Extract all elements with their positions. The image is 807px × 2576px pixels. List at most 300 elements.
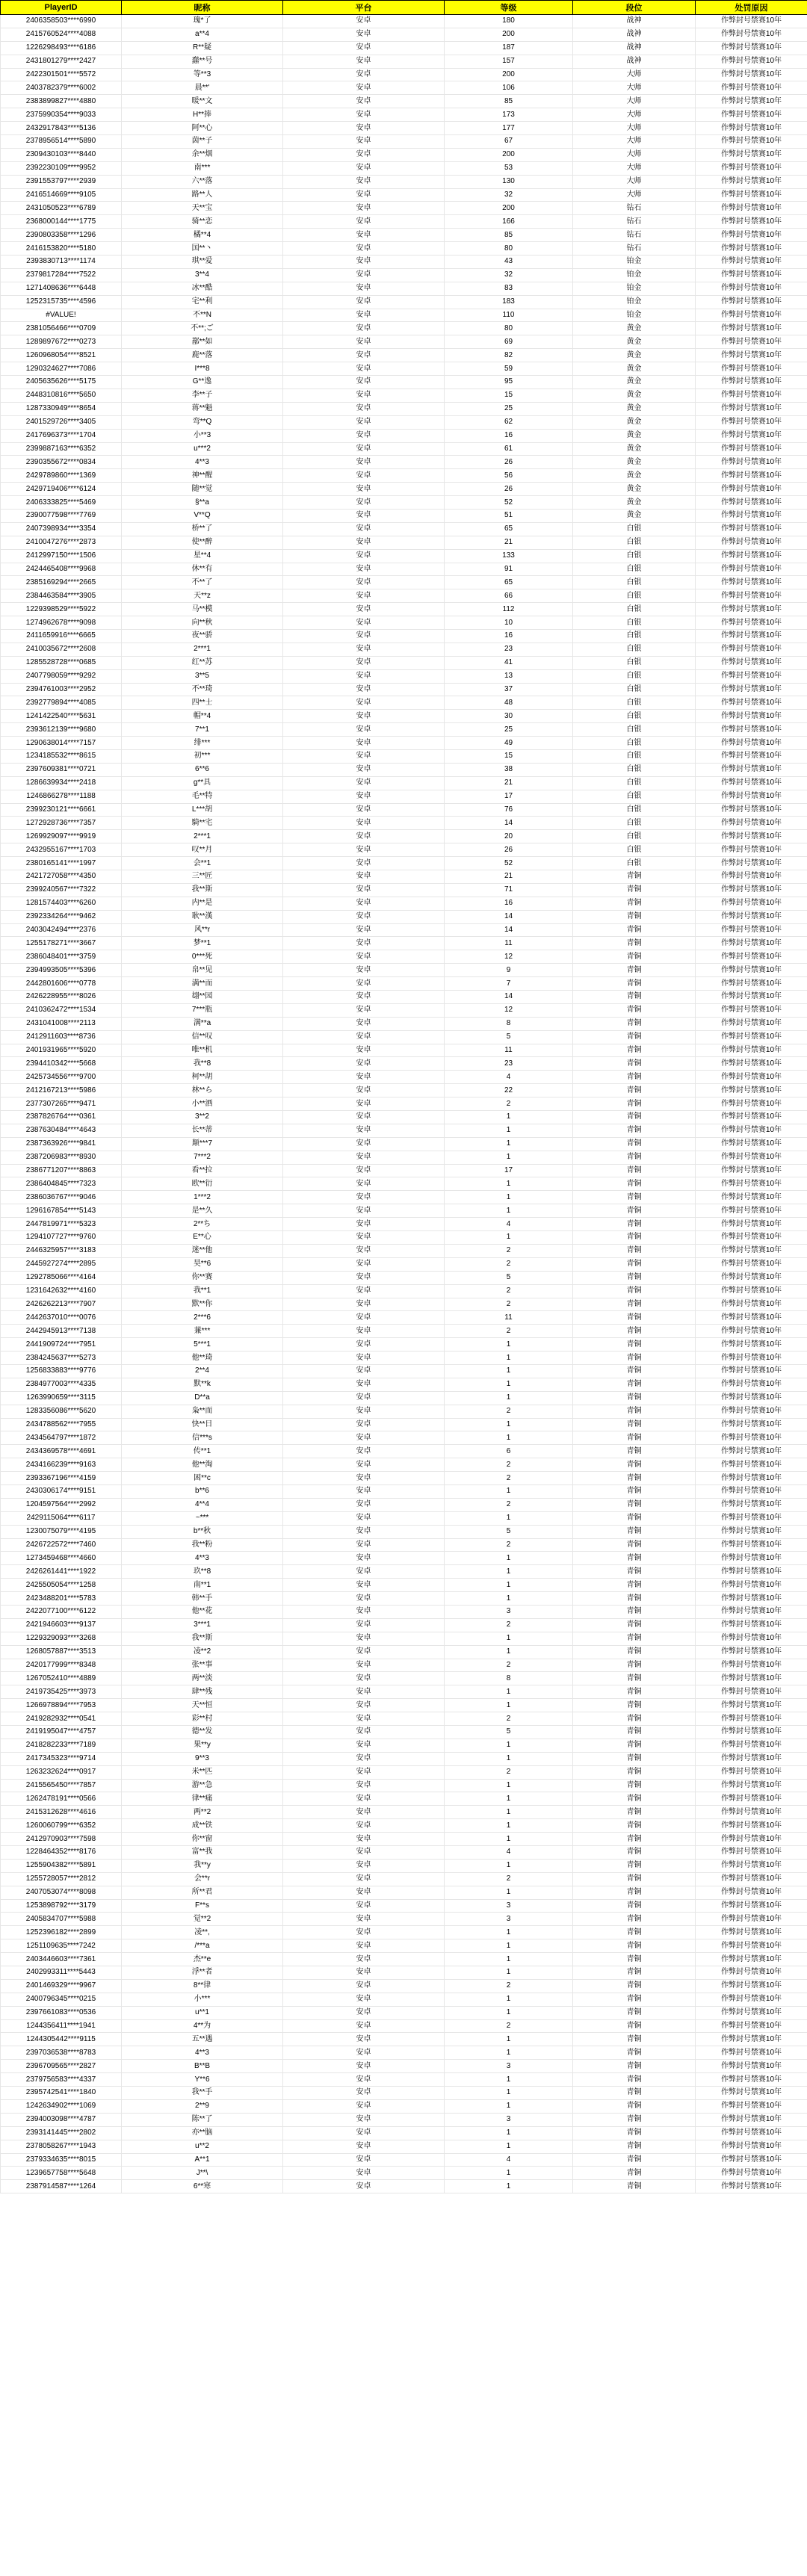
cell-level[interactable]: 1 <box>445 1632 573 1645</box>
cell-player-id[interactable]: 1274962678****9098 <box>1 616 122 630</box>
cell-penalty-reason[interactable]: 作弊封号禁赛10年 <box>696 1779 807 1792</box>
cell-level[interactable]: 12 <box>445 950 573 964</box>
cell-nickname[interactable]: 我**手 <box>122 2087 283 2100</box>
cell-penalty-reason[interactable]: 作弊封号禁赛10年 <box>696 1765 807 1779</box>
cell-level[interactable]: 1 <box>445 1806 573 1819</box>
cell-level[interactable]: 177 <box>445 122 573 135</box>
cell-nickname[interactable]: 帽**4 <box>122 710 283 723</box>
cell-nickname[interactable]: 默**k <box>122 1378 283 1391</box>
cell-level[interactable]: 6 <box>445 1445 573 1458</box>
cell-nickname[interactable]: 等**3 <box>122 68 283 81</box>
cell-player-id[interactable]: 1255728057****2812 <box>1 1872 122 1886</box>
cell-rank[interactable]: 青铜 <box>573 1111 696 1124</box>
cell-level[interactable]: 37 <box>445 683 573 696</box>
cell-platform[interactable]: 安卓 <box>283 977 445 991</box>
cell-rank[interactable]: 黄金 <box>573 442 696 456</box>
cell-rank[interactable]: 青铜 <box>573 1979 696 1993</box>
cell-nickname[interactable]: 2***6 <box>122 1311 283 1325</box>
cell-level[interactable]: 200 <box>445 28 573 41</box>
cell-penalty-reason[interactable]: 作弊封号禁赛10年 <box>696 2087 807 2100</box>
cell-rank[interactable]: 青铜 <box>573 1926 696 1939</box>
cell-nickname[interactable]: 迷**他 <box>122 1244 283 1257</box>
cell-nickname[interactable]: 浮**者 <box>122 1966 283 1980</box>
cell-player-id[interactable]: 1296167854****5143 <box>1 1204 122 1218</box>
cell-level[interactable]: 82 <box>445 349 573 362</box>
cell-level[interactable]: 15 <box>445 388 573 402</box>
cell-penalty-reason[interactable]: 作弊封号禁赛10年 <box>696 1672 807 1685</box>
cell-platform[interactable]: 安卓 <box>283 1966 445 1980</box>
cell-player-id[interactable]: 2422077100****6122 <box>1 1605 122 1618</box>
cell-platform[interactable]: 安卓 <box>283 229 445 242</box>
cell-rank[interactable]: 青铜 <box>573 1846 696 1860</box>
cell-penalty-reason[interactable]: 作弊封号禁赛10年 <box>696 1003 807 1017</box>
cell-level[interactable]: 1 <box>445 2167 573 2180</box>
cell-level[interactable]: 200 <box>445 68 573 81</box>
cell-rank[interactable]: 青铜 <box>573 1498 696 1511</box>
cell-level[interactable]: 61 <box>445 442 573 456</box>
cell-platform[interactable]: 安卓 <box>283 282 445 295</box>
cell-level[interactable]: 22 <box>445 1084 573 1097</box>
cell-rank[interactable]: 白银 <box>573 656 696 669</box>
cell-platform[interactable]: 安卓 <box>283 161 445 175</box>
cell-rank[interactable]: 青铜 <box>573 1298 696 1311</box>
cell-nickname[interactable]: u***2 <box>122 442 283 456</box>
cell-player-id[interactable]: 2432955167****1703 <box>1 843 122 857</box>
cell-platform[interactable]: 安卓 <box>283 349 445 362</box>
cell-player-id[interactable]: 1289897672****0273 <box>1 335 122 349</box>
cell-rank[interactable]: 青铜 <box>573 1057 696 1071</box>
cell-nickname[interactable]: 不**了 <box>122 576 283 589</box>
cell-nickname[interactable]: §**a <box>122 496 283 510</box>
cell-player-id[interactable]: 1262478191****0566 <box>1 1792 122 1806</box>
cell-nickname[interactable]: 传**1 <box>122 1445 283 1458</box>
cell-nickname[interactable]: 会**1 <box>122 857 283 870</box>
cell-penalty-reason[interactable]: 作弊封号禁赛10年 <box>696 402 807 415</box>
cell-nickname[interactable]: 默**你 <box>122 1298 283 1311</box>
cell-platform[interactable]: 安卓 <box>283 1191 445 1204</box>
cell-player-id[interactable]: 2395742541****1840 <box>1 2087 122 2100</box>
cell-nickname[interactable]: L***胡 <box>122 803 283 817</box>
cell-level[interactable]: 16 <box>445 629 573 643</box>
cell-nickname[interactable]: 4**3 <box>122 2046 283 2060</box>
cell-nickname[interactable]: 风**r <box>122 923 283 937</box>
cell-nickname[interactable]: 你**赛 <box>122 1271 283 1284</box>
cell-penalty-reason[interactable]: 作弊封号禁赛10年 <box>696 1752 807 1765</box>
cell-player-id[interactable]: 2406333825****5469 <box>1 496 122 510</box>
cell-player-id[interactable]: 2429115064****6117 <box>1 1511 122 1525</box>
cell-player-id[interactable]: 2378058267****1943 <box>1 2140 122 2153</box>
cell-platform[interactable]: 安卓 <box>283 2167 445 2180</box>
cell-level[interactable]: 14 <box>445 910 573 923</box>
cell-rank[interactable]: 青铜 <box>573 1271 696 1284</box>
cell-nickname[interactable]: 5***1 <box>122 1338 283 1352</box>
cell-level[interactable]: 3 <box>445 2113 573 2126</box>
cell-level[interactable]: 1 <box>445 1151 573 1164</box>
cell-penalty-reason[interactable]: 作弊封号禁赛10年 <box>696 870 807 884</box>
header-penalty-reason[interactable]: 处罚原因 <box>696 1 807 15</box>
cell-platform[interactable]: 安卓 <box>283 1779 445 1792</box>
cell-player-id[interactable]: 1239657758****5648 <box>1 2167 122 2180</box>
cell-rank[interactable]: 黄金 <box>573 429 696 442</box>
cell-rank[interactable]: 黄金 <box>573 496 696 510</box>
cell-level[interactable]: 16 <box>445 429 573 442</box>
cell-player-id[interactable]: 1256833883****9776 <box>1 1364 122 1378</box>
cell-rank[interactable]: 黄金 <box>573 376 696 389</box>
cell-penalty-reason[interactable]: 作弊封号禁赛10年 <box>696 843 807 857</box>
cell-level[interactable]: 21 <box>445 776 573 790</box>
cell-nickname[interactable]: 4**4 <box>122 1498 283 1511</box>
cell-platform[interactable]: 安卓 <box>283 1003 445 1017</box>
cell-rank[interactable]: 白银 <box>573 737 696 750</box>
cell-player-id[interactable]: 2422301501****5572 <box>1 68 122 81</box>
cell-platform[interactable]: 安卓 <box>283 763 445 776</box>
cell-nickname[interactable]: 0***死 <box>122 950 283 964</box>
cell-penalty-reason[interactable]: 作弊封号禁赛10年 <box>696 1137 807 1151</box>
cell-nickname[interactable]: 国**丶 <box>122 242 283 256</box>
cell-level[interactable]: 106 <box>445 81 573 95</box>
cell-player-id[interactable]: 1229398529****5922 <box>1 603 122 616</box>
cell-level[interactable]: 26 <box>445 456 573 469</box>
cell-platform[interactable]: 安卓 <box>283 1993 445 2006</box>
cell-level[interactable]: 2 <box>445 1979 573 1993</box>
cell-player-id[interactable]: 1267052410****4889 <box>1 1672 122 1685</box>
cell-platform[interactable]: 安卓 <box>283 1111 445 1124</box>
cell-level[interactable]: 14 <box>445 817 573 830</box>
cell-rank[interactable]: 青铜 <box>573 1511 696 1525</box>
cell-level[interactable]: 130 <box>445 175 573 188</box>
cell-nickname[interactable]: 暖**文 <box>122 95 283 108</box>
cell-nickname[interactable]: 彩**村 <box>122 1712 283 1726</box>
cell-player-id[interactable]: 2384463584****3905 <box>1 589 122 603</box>
cell-penalty-reason[interactable]: 作弊封号禁赛10年 <box>696 1511 807 1525</box>
cell-rank[interactable]: 青铜 <box>573 1579 696 1592</box>
cell-penalty-reason[interactable]: 作弊封号禁赛10年 <box>696 349 807 362</box>
cell-player-id[interactable]: 2445927274****2895 <box>1 1257 122 1271</box>
cell-platform[interactable]: 安卓 <box>283 857 445 870</box>
cell-penalty-reason[interactable]: 作弊封号禁赛10年 <box>696 897 807 910</box>
cell-level[interactable]: 1 <box>445 1739 573 1752</box>
cell-rank[interactable]: 黄金 <box>573 402 696 415</box>
cell-nickname[interactable]: 亦**脑 <box>122 2126 283 2140</box>
cell-level[interactable]: 2 <box>445 1765 573 1779</box>
cell-nickname[interactable]: 凌**, <box>122 1926 283 1939</box>
cell-penalty-reason[interactable]: 作弊封号禁赛10年 <box>696 1124 807 1137</box>
cell-nickname[interactable]: 冰**酷 <box>122 282 283 295</box>
cell-rank[interactable]: 青铜 <box>573 1859 696 1872</box>
cell-platform[interactable]: 安卓 <box>283 28 445 41</box>
cell-player-id[interactable]: 1244305442****9115 <box>1 2033 122 2046</box>
cell-platform[interactable]: 安卓 <box>283 1231 445 1245</box>
cell-platform[interactable]: 安卓 <box>283 268 445 282</box>
cell-player-id[interactable]: 2392334264****9462 <box>1 910 122 923</box>
cell-level[interactable]: 2 <box>445 1244 573 1257</box>
cell-level[interactable]: 32 <box>445 268 573 282</box>
cell-player-id[interactable]: 2397036538****8783 <box>1 2046 122 2060</box>
cell-platform[interactable]: 安卓 <box>283 1685 445 1699</box>
cell-penalty-reason[interactable]: 作弊封号禁赛10年 <box>696 991 807 1004</box>
cell-level[interactable]: 2 <box>445 1257 573 1271</box>
cell-platform[interactable]: 安卓 <box>283 1218 445 1231</box>
cell-penalty-reason[interactable]: 作弊封号禁赛10年 <box>696 1352 807 1365</box>
cell-nickname[interactable]: 7**1 <box>122 723 283 737</box>
cell-platform[interactable]: 安卓 <box>283 1338 445 1352</box>
cell-rank[interactable]: 白银 <box>573 536 696 549</box>
cell-level[interactable]: 2 <box>445 1298 573 1311</box>
cell-level[interactable]: 52 <box>445 857 573 870</box>
cell-level[interactable]: 1 <box>445 1993 573 2006</box>
cell-penalty-reason[interactable]: 作弊封号禁赛10年 <box>696 1699 807 1712</box>
cell-level[interactable]: 15 <box>445 749 573 763</box>
cell-player-id[interactable]: 2415312628****4616 <box>1 1806 122 1819</box>
cell-nickname[interactable]: 耿**漢 <box>122 910 283 923</box>
cell-platform[interactable]: 安卓 <box>283 2006 445 2019</box>
cell-rank[interactable]: 青铜 <box>573 950 696 964</box>
cell-level[interactable]: 59 <box>445 362 573 376</box>
cell-player-id[interactable]: 1286639934****2418 <box>1 776 122 790</box>
cell-rank[interactable]: 白银 <box>573 576 696 589</box>
cell-penalty-reason[interactable]: 作弊封号禁赛10年 <box>696 710 807 723</box>
cell-nickname[interactable]: 余**烟 <box>122 148 283 161</box>
cell-rank[interactable]: 白银 <box>573 696 696 710</box>
cell-platform[interactable]: 安卓 <box>283 1899 445 1913</box>
cell-rank[interactable]: 白银 <box>573 763 696 776</box>
cell-player-id[interactable]: 2393830713****1174 <box>1 256 122 269</box>
cell-penalty-reason[interactable]: 作弊封号禁赛10年 <box>696 1097 807 1111</box>
cell-level[interactable]: 1 <box>445 1378 573 1391</box>
cell-rank[interactable]: 白银 <box>573 749 696 763</box>
cell-platform[interactable]: 安卓 <box>283 55 445 68</box>
cell-nickname[interactable]: 叹**月 <box>122 843 283 857</box>
cell-rank[interactable]: 青铜 <box>573 870 696 884</box>
cell-platform[interactable]: 安卓 <box>283 1926 445 1939</box>
cell-platform[interactable]: 安卓 <box>283 2060 445 2073</box>
cell-rank[interactable]: 战神 <box>573 15 696 28</box>
cell-penalty-reason[interactable]: 作弊封号禁赛10年 <box>696 95 807 108</box>
cell-player-id[interactable]: 1263232624****0917 <box>1 1765 122 1779</box>
cell-player-id[interactable]: 1252396182****2899 <box>1 1926 122 1939</box>
cell-platform[interactable]: 安卓 <box>283 1017 445 1030</box>
cell-platform[interactable]: 安卓 <box>283 41 445 55</box>
cell-level[interactable]: 5 <box>445 1271 573 1284</box>
cell-player-id[interactable]: 2397661083****0536 <box>1 2006 122 2019</box>
cell-nickname[interactable]: 张**事 <box>122 1659 283 1672</box>
cell-platform[interactable]: 安卓 <box>283 496 445 510</box>
cell-penalty-reason[interactable]: 作弊封号禁赛10年 <box>696 309 807 322</box>
cell-player-id[interactable]: 2432917843****5136 <box>1 122 122 135</box>
cell-level[interactable]: 2 <box>445 1284 573 1298</box>
cell-platform[interactable]: 安卓 <box>283 1953 445 1966</box>
cell-player-id[interactable]: 2420177999****8348 <box>1 1659 122 1672</box>
cell-penalty-reason[interactable]: 作弊封号禁赛10年 <box>696 1565 807 1579</box>
cell-rank[interactable]: 青铜 <box>573 1311 696 1325</box>
cell-player-id[interactable]: 1294107727****9760 <box>1 1231 122 1245</box>
cell-level[interactable]: 16 <box>445 897 573 910</box>
cell-rank[interactable]: 白银 <box>573 616 696 630</box>
cell-rank[interactable]: 大师 <box>573 108 696 122</box>
cell-rank[interactable]: 青铜 <box>573 1993 696 2006</box>
cell-platform[interactable]: 安卓 <box>283 415 445 429</box>
cell-platform[interactable]: 安卓 <box>283 549 445 563</box>
cell-level[interactable]: 1 <box>445 1231 573 1245</box>
cell-nickname[interactable]: 休**有 <box>122 563 283 576</box>
cell-nickname[interactable]: 鄯**如 <box>122 335 283 349</box>
cell-penalty-reason[interactable]: 作弊封号禁赛10年 <box>696 1484 807 1498</box>
cell-nickname[interactable]: 颠***7 <box>122 1137 283 1151</box>
cell-nickname[interactable]: 蒹*** <box>122 1325 283 1338</box>
cell-player-id[interactable]: 1283356086****5620 <box>1 1405 122 1418</box>
cell-rank[interactable]: 青铜 <box>573 1953 696 1966</box>
cell-nickname[interactable]: 内**是 <box>122 897 283 910</box>
cell-penalty-reason[interactable]: 作弊封号禁赛10年 <box>696 1111 807 1124</box>
cell-penalty-reason[interactable]: 作弊封号禁赛10年 <box>696 2180 807 2193</box>
cell-platform[interactable]: 安卓 <box>283 469 445 483</box>
cell-rank[interactable]: 黄金 <box>573 483 696 496</box>
cell-platform[interactable]: 安卓 <box>283 1712 445 1726</box>
cell-rank[interactable]: 铂金 <box>573 309 696 322</box>
cell-penalty-reason[interactable]: 作弊封号禁赛10年 <box>696 737 807 750</box>
cell-platform[interactable]: 安卓 <box>283 1752 445 1765</box>
cell-rank[interactable]: 铂金 <box>573 256 696 269</box>
cell-penalty-reason[interactable]: 作弊封号禁赛10年 <box>696 1431 807 1445</box>
cell-nickname[interactable]: 三**匠 <box>122 870 283 884</box>
header-nickname[interactable]: 昵称 <box>122 1 283 15</box>
cell-nickname[interactable]: 路**人 <box>122 188 283 202</box>
header-level[interactable]: 等级 <box>445 1 573 15</box>
cell-nickname[interactable]: 夜**骄 <box>122 629 283 643</box>
cell-rank[interactable]: 青铜 <box>573 1739 696 1752</box>
cell-rank[interactable]: 青铜 <box>573 1431 696 1445</box>
cell-penalty-reason[interactable]: 作弊封号禁赛10年 <box>696 322 807 335</box>
cell-platform[interactable]: 安卓 <box>283 803 445 817</box>
cell-level[interactable]: 9 <box>445 964 573 977</box>
cell-penalty-reason[interactable]: 作弊封号禁赛10年 <box>696 68 807 81</box>
cell-penalty-reason[interactable]: 作弊封号禁赛10年 <box>696 483 807 496</box>
cell-platform[interactable]: 安卓 <box>283 737 445 750</box>
cell-player-id[interactable]: 2379756583****4337 <box>1 2073 122 2087</box>
cell-level[interactable]: 1 <box>445 1111 573 1124</box>
cell-nickname[interactable]: 所**君 <box>122 1886 283 1899</box>
cell-platform[interactable]: 安卓 <box>283 1565 445 1579</box>
cell-penalty-reason[interactable]: 作弊封号禁赛10年 <box>696 215 807 229</box>
cell-rank[interactable]: 青铜 <box>573 1552 696 1565</box>
cell-rank[interactable]: 钻石 <box>573 215 696 229</box>
cell-penalty-reason[interactable]: 作弊封号禁赛10年 <box>696 1498 807 1511</box>
cell-penalty-reason[interactable]: 作弊封号禁赛10年 <box>696 362 807 376</box>
cell-platform[interactable]: 安卓 <box>283 135 445 149</box>
cell-platform[interactable]: 安卓 <box>283 696 445 710</box>
cell-level[interactable]: 1 <box>445 1204 573 1218</box>
cell-level[interactable]: 65 <box>445 522 573 536</box>
cell-nickname[interactable]: 2**ち <box>122 1218 283 1231</box>
cell-level[interactable]: 200 <box>445 148 573 161</box>
cell-nickname[interactable]: 我**8 <box>122 1057 283 1071</box>
cell-penalty-reason[interactable]: 作弊封号禁赛10年 <box>696 589 807 603</box>
cell-rank[interactable]: 青铜 <box>573 2073 696 2087</box>
cell-rank[interactable]: 战神 <box>573 28 696 41</box>
cell-player-id[interactable]: 2412911603****8736 <box>1 1030 122 1044</box>
cell-rank[interactable]: 白银 <box>573 723 696 737</box>
cell-penalty-reason[interactable]: 作弊封号禁赛10年 <box>696 629 807 643</box>
cell-platform[interactable]: 安卓 <box>283 202 445 215</box>
cell-platform[interactable]: 安卓 <box>283 1458 445 1472</box>
cell-nickname[interactable]: J**\ <box>122 2167 283 2180</box>
cell-nickname[interactable]: 星**4 <box>122 549 283 563</box>
cell-level[interactable]: 32 <box>445 188 573 202</box>
cell-level[interactable]: 21 <box>445 536 573 549</box>
cell-nickname[interactable]: V**Q <box>122 509 283 522</box>
cell-rank[interactable]: 青铜 <box>573 1445 696 1458</box>
cell-nickname[interactable]: 騎**宅 <box>122 817 283 830</box>
cell-level[interactable]: 62 <box>445 415 573 429</box>
cell-rank[interactable]: 黄金 <box>573 349 696 362</box>
cell-level[interactable]: 25 <box>445 723 573 737</box>
cell-player-id[interactable]: 2434788562****7955 <box>1 1418 122 1431</box>
cell-nickname[interactable]: 信**叹 <box>122 1030 283 1044</box>
cell-nickname[interactable]: 肆**残 <box>122 1685 283 1699</box>
cell-platform[interactable]: 安卓 <box>283 1257 445 1271</box>
cell-level[interactable]: 1 <box>445 1752 573 1765</box>
cell-level[interactable]: 5 <box>445 1726 573 1739</box>
cell-level[interactable]: 1 <box>445 1579 573 1592</box>
cell-nickname[interactable]: 你**窗 <box>122 1833 283 1846</box>
cell-rank[interactable]: 青铜 <box>573 1458 696 1472</box>
cell-player-id[interactable]: 2401529726****3405 <box>1 415 122 429</box>
cell-player-id[interactable]: 2381056466****0709 <box>1 322 122 335</box>
cell-rank[interactable]: 青铜 <box>573 1191 696 1204</box>
cell-nickname[interactable]: 昊**6 <box>122 1257 283 1271</box>
cell-player-id[interactable]: 2425505054****1258 <box>1 1579 122 1592</box>
cell-player-id[interactable]: 2426261441****1922 <box>1 1565 122 1579</box>
cell-level[interactable]: 1 <box>445 1953 573 1966</box>
cell-player-id[interactable]: 2400796345****0215 <box>1 1993 122 2006</box>
cell-penalty-reason[interactable]: 作弊封号禁赛10年 <box>696 429 807 442</box>
cell-platform[interactable]: 安卓 <box>283 81 445 95</box>
cell-penalty-reason[interactable]: 作弊封号禁赛10年 <box>696 1605 807 1618</box>
cell-nickname[interactable]: 两**淡 <box>122 1672 283 1685</box>
cell-level[interactable]: 1 <box>445 1552 573 1565</box>
cell-penalty-reason[interactable]: 作弊封号禁赛10年 <box>696 1592 807 1606</box>
cell-platform[interactable]: 安卓 <box>283 923 445 937</box>
cell-level[interactable]: 1 <box>445 2006 573 2019</box>
cell-player-id[interactable]: 2394003098****4787 <box>1 2113 122 2126</box>
cell-platform[interactable]: 安卓 <box>283 1913 445 1926</box>
cell-platform[interactable]: 安卓 <box>283 749 445 763</box>
cell-rank[interactable]: 青铜 <box>573 1405 696 1418</box>
cell-nickname[interactable]: 天**宝 <box>122 202 283 215</box>
cell-rank[interactable]: 青铜 <box>573 1030 696 1044</box>
cell-player-id[interactable]: 2393367196****4159 <box>1 1472 122 1485</box>
cell-rank[interactable]: 青铜 <box>573 1779 696 1792</box>
cell-nickname[interactable]: 我**粉 <box>122 1538 283 1552</box>
cell-player-id[interactable]: 2410047276****2873 <box>1 536 122 549</box>
cell-rank[interactable]: 大师 <box>573 81 696 95</box>
cell-platform[interactable]: 安卓 <box>283 1472 445 1485</box>
cell-player-id[interactable]: 2429789860****1369 <box>1 469 122 483</box>
header-rank[interactable]: 段位 <box>573 1 696 15</box>
cell-platform[interactable]: 安卓 <box>283 1097 445 1111</box>
cell-level[interactable]: 69 <box>445 335 573 349</box>
cell-player-id[interactable]: #VALUE! <box>1 309 122 322</box>
cell-penalty-reason[interactable]: 作弊封号禁赛10年 <box>696 1030 807 1044</box>
cell-nickname[interactable]: 他**琦 <box>122 1352 283 1365</box>
cell-player-id[interactable]: 2386771207****8863 <box>1 1164 122 1177</box>
cell-level[interactable]: 2 <box>445 1405 573 1418</box>
cell-level[interactable]: 11 <box>445 1311 573 1325</box>
cell-rank[interactable]: 白银 <box>573 803 696 817</box>
cell-level[interactable]: 2 <box>445 1618 573 1632</box>
cell-nickname[interactable]: 柯**胡 <box>122 1071 283 1084</box>
cell-player-id[interactable]: 2386036767****9046 <box>1 1191 122 1204</box>
